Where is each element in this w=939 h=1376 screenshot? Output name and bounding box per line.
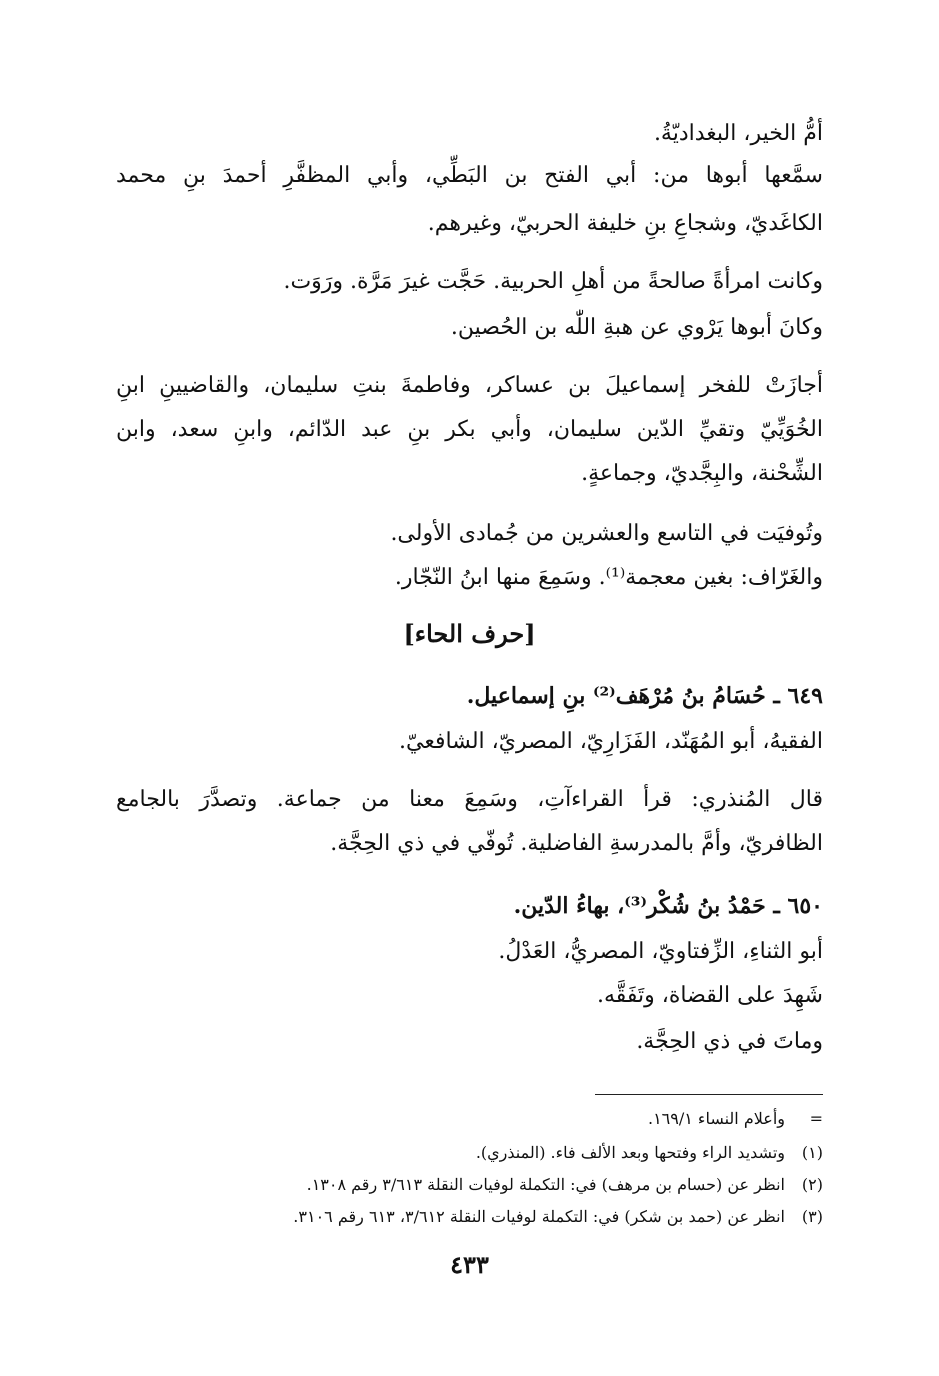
footnote-number: = — [809, 1109, 823, 1128]
footnote-number: (١) — [801, 1143, 823, 1162]
text-line: أبو الثناءِ، الزِّفتاويّ، المصريُّ، العَدْلُ. — [498, 939, 823, 964]
entry-title-text: ٦٤٩ ـ حُسَامُ بنُ مُرْهَف — [615, 683, 823, 709]
text-line: وكانَ أبوها يَرْوي عن هبةِ اللّٰه بن الحُصين. — [450, 315, 823, 340]
text-fragment: والغَرّاف: بغين معجمة — [625, 565, 823, 590]
text-line: الفقيهُ، أبو المُهَنّد، الفَزَارِيّ، المصريّ، الشافعيّ. — [399, 729, 823, 754]
text-line: وكانت امرأةً صالحةً من أهلِ الحربية. حَجَّت غيرَ مَرَّة. ورَوَت. — [283, 269, 823, 294]
text-fragment: ⁽¹⁾. وسَمِعَ منها ابنُ النّجّار. — [394, 565, 626, 590]
footnote — [116, 1204, 823, 1230]
footnote-text: وتشديد الراء وفتحها وبعد الألف فاء. (المنذري). — [475, 1143, 785, 1162]
footnote-divider — [595, 1094, 823, 1095]
text-line: وماتَ في ذي الحِجَّة. — [636, 1029, 823, 1054]
footnote-number: (٢) — [801, 1175, 823, 1194]
text-line: الخُوَيِّيّ وتقيِّ الدّين سليمان، وأبي بكر بنِ عبد الدّائم، وابنِ سعد، وابن — [116, 417, 823, 442]
section-heading: [حرف الحاء] — [403, 619, 536, 648]
footnote-text: انظر عن (حمد بن شكر) في: التكملة لوفيات النقلة ٣/٦١٢، ٦١٣ رقم ٣١٠٦. — [293, 1207, 785, 1226]
footnote-number: (٣) — [801, 1207, 823, 1226]
footnote — [116, 1106, 823, 1132]
entry-title — [116, 680, 823, 712]
entry-title — [116, 890, 823, 922]
text-line: الشِّحْنة، والبِجَّديّ، وجماعةٍ. — [581, 461, 823, 486]
footnote — [116, 1172, 823, 1198]
text-line: سمَّعها أبوها من: أبي الفتح بن البَطِّي، وأبي المظفَّرِ أحمدَ بنِ محمد — [116, 163, 823, 188]
text-line — [116, 562, 823, 594]
footnote-text: وأعلام النساء ١٦٩/١. — [647, 1109, 785, 1128]
text-line: الكاغَديّ، وشجاعِ بنِ خليفة الحربيّ، وغيرهم. — [427, 211, 823, 236]
entry-title-text: ٦٥٠ ـ حَمْدُ بنُ شُكْر — [647, 893, 823, 919]
footnote — [116, 1140, 823, 1166]
text-line: الظافريّ، وأمَّ بالمدرسةِ الفاضلية. تُوفّي في ذي الحِجَّة. — [330, 831, 823, 856]
text-line: قال المُنذري: قرأ القراءآتِ، وسَمِعَ معنا من جماعة. وتصدَّرَ بالجامع — [116, 787, 823, 812]
text-line: أجازَتْ للفخر إسماعيلَ بن عساكر، وفاطمةَ بنتِ سليمان، والقاضيينِ ابنِ — [116, 373, 823, 398]
page-number: ٤٣٣ — [450, 1250, 489, 1279]
entry-title-text: ⁽³⁾، بهاءُ الدّين. — [513, 893, 647, 919]
text-line: وتُوفيَت في التاسع والعشرين من جُمادى الأولى. — [390, 521, 823, 546]
footnote-text: انظر عن (حسام بن مرهف) في: التكملة لوفيات النقلة ٣/٦١٣ رقم ١٣٠٨. — [306, 1175, 785, 1194]
entry-title-text: ⁽²⁾ بنِ إسماعيل. — [466, 683, 616, 709]
text-line: أمُّ الخير، البغداديّةُ. — [653, 121, 823, 146]
text-line: شَهِدَ على القضاة، وتَفَقَّه. — [597, 983, 823, 1008]
